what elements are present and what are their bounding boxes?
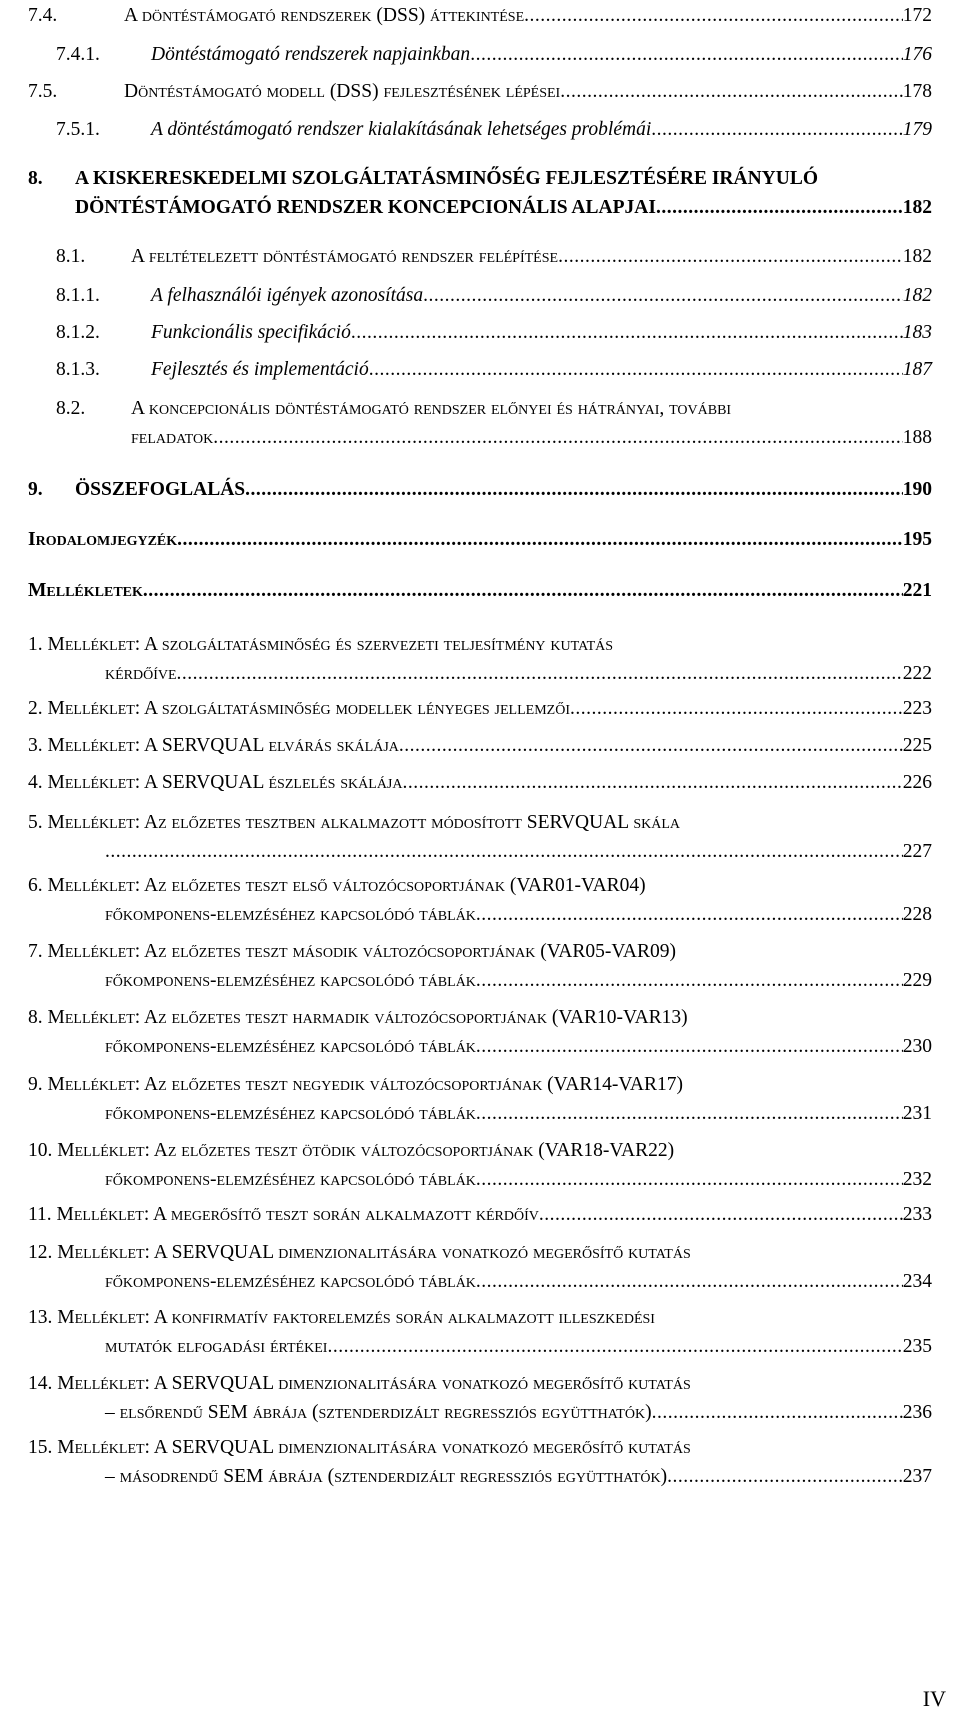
toc-page-number: 229 <box>902 970 932 991</box>
toc-page-number: 176 <box>902 44 932 65</box>
toc-page-number: 237 <box>902 1466 932 1487</box>
toc-leader-dots <box>177 528 903 551</box>
toc-title: A KISKERESKEDELMI SZOLGÁLTATÁSMINŐSÉG FEJLESZTÉSÉRE IRÁNYULÓ <box>75 168 819 189</box>
toc-title: 13. Melléklet: A konfirmatív faktorelemzés során alkalmazott illeszkedési <box>28 1307 655 1328</box>
toc-page-number: 172 <box>902 5 932 26</box>
toc-number: 8.2. <box>56 398 86 419</box>
toc-title: Döntéstámogató rendszerek napjainkban <box>151 44 471 65</box>
toc-leader-dots <box>327 1335 902 1358</box>
toc-leader-dots <box>476 1035 903 1058</box>
toc-leader-dots <box>245 478 903 501</box>
toc-leader-dots <box>524 4 903 27</box>
toc-title: 11. Melléklet: A megerősítő teszt során alkalmazott kérdőív <box>28 1204 539 1225</box>
toc-page-number: 179 <box>902 119 932 140</box>
toc-leader-dots <box>399 734 903 757</box>
toc-leader-dots <box>369 358 903 381</box>
toc-leader-dots <box>476 969 903 992</box>
toc-page-number: 232 <box>902 1169 932 1190</box>
toc-leader-dots <box>476 903 903 926</box>
toc-title: főkomponens-elemzéséhez kapcsolódó táblák <box>105 1271 476 1292</box>
toc-title: A feltételezett döntéstámogató rendszer felépítése <box>131 246 559 267</box>
toc-title: A döntéstámogató rendszer kialakításának lehetséges problémái <box>151 119 652 140</box>
toc-title: 7. Melléklet: Az előzetes teszt második változócsoportjának (VAR05-VAR09) <box>28 941 676 962</box>
toc-leader-dots <box>539 1203 903 1226</box>
toc-title: 2. Melléklet: A szolgáltatásminőség modellek lényeges jellemzői <box>28 698 570 719</box>
toc-title: 3. Melléklet: A SERVQUAL elvárás skálája <box>28 735 399 756</box>
toc-title: mutatók elfogadási értékei <box>105 1336 328 1357</box>
toc-page-number: 228 <box>902 904 932 925</box>
toc-leader-dots <box>558 245 903 268</box>
toc-number: 8.1. <box>56 246 86 267</box>
toc-leader-dots <box>213 426 903 449</box>
toc-page-number: 190 <box>902 479 932 500</box>
toc-title: 9. Melléklet: Az előzetes teszt negyedik változócsoportjának (VAR14-VAR17) <box>28 1074 683 1095</box>
toc-title: 1. Melléklet: A szolgáltatásminőség és szervezeti teljesítmény kutatás <box>28 634 614 655</box>
toc-page-number: 236 <box>902 1402 932 1423</box>
toc-title: 8. Melléklet: Az előzetes teszt harmadik változócsoportjának (VAR10-VAR13) <box>28 1007 688 1028</box>
toc-leader-dots <box>476 1270 903 1293</box>
toc-title: 10. Melléklet: Az előzetes teszt ötödik változócsoportjának (VAR18-VAR22) <box>28 1140 675 1161</box>
toc-number: 8.1.1. <box>56 285 100 306</box>
toc-leader-dots <box>651 118 903 141</box>
toc-page-number: 195 <box>902 529 932 550</box>
toc-leader-dots <box>177 662 903 685</box>
toc-page-number: 221 <box>902 580 932 601</box>
toc-page-number: 178 <box>902 81 932 102</box>
toc-page-number: 182 <box>902 246 932 267</box>
toc-number: 8.1.2. <box>56 322 100 343</box>
toc-number: 9. <box>28 479 43 500</box>
toc-number: 7.4. <box>28 5 58 26</box>
toc-title: A döntéstámogató rendszerek (DSS) áttekintése <box>124 5 525 26</box>
toc-page-number: 234 <box>902 1271 932 1292</box>
toc-title: főkomponens-elemzéséhez kapcsolódó táblák <box>105 1169 476 1190</box>
toc-title: ÖSSZEFOGLALÁS <box>75 479 246 500</box>
toc-title: főkomponens-elemzéséhez kapcsolódó táblák <box>105 904 476 925</box>
toc-page-number: 233 <box>902 1204 932 1225</box>
toc-title: Fejlesztés és implementáció <box>151 359 369 380</box>
toc-title: 4. Melléklet: A SERVQUAL észlelés skálája <box>28 772 403 793</box>
toc-page-number: 230 <box>902 1036 932 1057</box>
toc-leader-dots <box>667 1465 903 1488</box>
toc-title: 6. Melléklet: Az előzetes teszt első változócsoportjának (VAR01-VAR04) <box>28 875 646 896</box>
toc-leader-dots <box>105 840 903 863</box>
toc-title: A koncepcionális döntéstámogató rendszer előnyei és hátrányai, további <box>131 398 732 419</box>
toc-title: kérdőíve <box>105 663 177 684</box>
page-number: IV <box>922 1686 946 1711</box>
toc-leader-dots <box>570 697 903 720</box>
toc-page-number: 226 <box>902 772 932 793</box>
toc-title: 14. Melléklet: A SERVQUAL dimenzionalitására vonatkozó megerősítő kutatás <box>28 1373 691 1394</box>
toc-title: Döntéstámogató modell (DSS) fejlesztésének lépései <box>124 81 561 102</box>
toc-leader-dots <box>351 321 903 344</box>
toc-number: 8.1.3. <box>56 359 100 380</box>
toc-number: 7.5. <box>28 81 58 102</box>
toc-page-number: 222 <box>902 663 932 684</box>
toc-page-number: 235 <box>902 1336 932 1357</box>
toc-number: 7.5.1. <box>56 119 100 140</box>
toc-page-number: 227 <box>902 841 932 862</box>
toc-page-number: 223 <box>902 698 932 719</box>
toc-leader-dots <box>652 1401 903 1424</box>
toc-title: – másodrendű SEM ábrája (sztenderdizált regressziós együtthatók) <box>105 1466 668 1487</box>
toc-leader-dots <box>656 196 903 219</box>
toc-page-number: 187 <box>902 359 932 380</box>
toc-leader-dots <box>403 771 903 794</box>
toc-page-number: 182 <box>902 197 932 218</box>
toc-title: A felhasználói igények azonosítása <box>151 285 424 306</box>
toc-title: 15. Melléklet: A SERVQUAL dimenzionalitására vonatkozó megerősítő kutatás <box>28 1437 691 1458</box>
toc-page-number: 188 <box>902 427 932 448</box>
toc-leader-dots <box>476 1168 903 1191</box>
toc-number: 7.4.1. <box>56 44 100 65</box>
toc-leader-dots <box>476 1102 903 1125</box>
toc-page-number: 182 <box>902 285 932 306</box>
toc-page-number: 225 <box>902 735 932 756</box>
toc-title: főkomponens-elemzéséhez kapcsolódó táblák <box>105 970 476 991</box>
toc-title: – elsőrendű SEM ábrája (sztenderdizált regressziós együtthatók) <box>105 1402 652 1423</box>
toc-title: DÖNTÉSTÁMOGATÓ RENDSZER KONCEPCIONÁLIS ALAPJAI <box>75 197 656 218</box>
toc-title: főkomponens-elemzéséhez kapcsolódó táblák <box>105 1036 476 1057</box>
toc-page-number: 231 <box>902 1103 932 1124</box>
toc-leader-dots <box>143 579 903 602</box>
toc-leader-dots <box>560 80 903 103</box>
toc-title: 12. Melléklet: A SERVQUAL dimenzionalitására vonatkozó megerősítő kutatás <box>28 1242 691 1263</box>
toc-title: Funkcionális specifikáció <box>151 322 351 343</box>
toc-title: Mellékletek <box>28 580 143 601</box>
toc-leader-dots <box>423 284 903 307</box>
toc-title: feladatok <box>131 427 214 448</box>
toc-title: 5. Melléklet: Az előzetes tesztben alkalmazott módosított SERVQUAL skála <box>28 812 680 833</box>
toc-number: 8. <box>28 168 43 189</box>
toc-title: Irodalomjegyzék <box>28 529 178 550</box>
toc-title: főkomponens-elemzéséhez kapcsolódó táblák <box>105 1103 476 1124</box>
toc-leader-dots <box>470 43 903 66</box>
toc-page-number: 183 <box>902 322 932 343</box>
